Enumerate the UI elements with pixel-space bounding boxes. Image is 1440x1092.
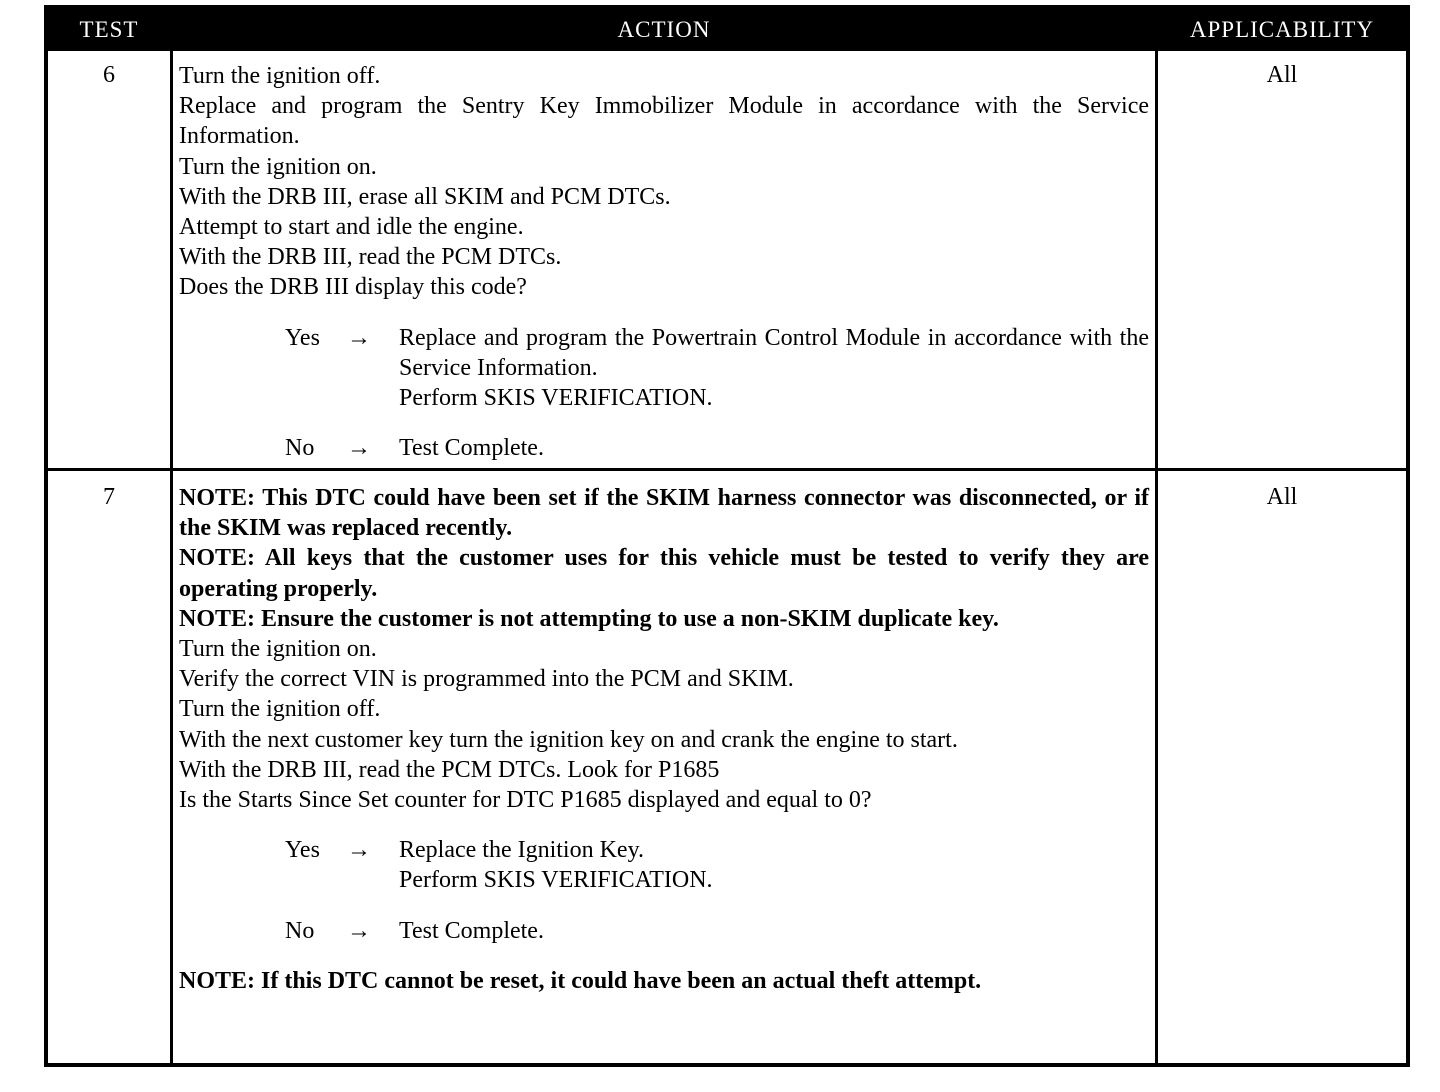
final-note-text: NOTE: If this DTC cannot be reset, it could have been an actual theft attempt. (179, 967, 982, 994)
column-divider (170, 9, 173, 1063)
yes-result (399, 835, 1149, 895)
step-text: Turn the ignition on. (179, 153, 377, 180)
result-text: Replace the Ignition Key. (399, 837, 645, 864)
step-text: Turn the ignition off. (179, 63, 381, 89)
no-label: No (285, 435, 315, 462)
step-text: With the next customer key turn the ignition key on and crank the engine to start. (179, 726, 958, 753)
arrow-icon: → (347, 837, 371, 864)
applicability-value: All (1266, 484, 1298, 510)
note-text: NOTE: This DTC could have been set if the SKIM harness connector was disconnected, or if the SKIM was replaced recently. (179, 485, 1149, 542)
step-text: Turn the ignition on. (179, 636, 377, 663)
step-text: With the DRB III, erase all SKIM and PCM DTCs. (179, 183, 671, 210)
no-branch (179, 916, 1149, 946)
arrow-icon: → (347, 324, 371, 351)
yes-branch (179, 835, 1149, 895)
action-cell (179, 61, 1149, 463)
note-text: NOTE: Ensure the customer is not attempting to use a non-SKIM duplicate key. (179, 605, 999, 632)
step-text: Replace and program the Sentry Key Immobilizer Module in accordance with the Service Information. (179, 93, 1149, 150)
result-text: Perform SKIS VERIFICATION. (399, 385, 713, 412)
result-text: Test Complete. (399, 917, 544, 944)
no-branch (179, 433, 1149, 463)
note-text: NOTE: All keys that the customer uses for this vehicle must be tested to verify they are operating properly. (179, 545, 1149, 602)
column-divider (1155, 9, 1158, 1063)
header-action: ACTION (173, 9, 1155, 51)
step-text: With the DRB III, read the PCM DTCs. Look for P1685 (179, 756, 720, 783)
yes-label: Yes (285, 837, 320, 864)
step-text: Is the Starts Since Set counter for DTC P1685 displayed and equal to 0? (179, 787, 872, 814)
yes-branch (179, 323, 1149, 414)
result-text: Replace and program the Powertrain Control Module in accordance with the Service Information. (399, 324, 1149, 381)
no-result (399, 433, 1149, 463)
header-test: TEST (48, 9, 170, 51)
test-number: 7 (103, 484, 115, 510)
yes-result (399, 323, 1149, 414)
diagnostic-table (44, 5, 1410, 1067)
applicability-value: All (1266, 62, 1298, 88)
step-text: Does the DRB III display this code? (179, 274, 527, 301)
row-divider (48, 468, 1406, 471)
result-text: Perform SKIS VERIFICATION. (399, 867, 713, 894)
step-text: Verify the correct VIN is programmed into the PCM and SKIM. (179, 666, 794, 693)
arrow-icon: → (347, 917, 371, 944)
test-number: 6 (103, 62, 115, 88)
no-result (399, 916, 1149, 946)
arrow-icon: → (347, 435, 371, 462)
no-label: No (285, 917, 315, 944)
step-text: Attempt to start and idle the engine. (179, 214, 524, 241)
result-text: Test Complete. (399, 435, 544, 462)
step-text: With the DRB III, read the PCM DTCs. (179, 244, 562, 271)
step-text: Turn the ignition off. (179, 696, 381, 723)
action-cell (179, 483, 1149, 996)
yes-label: Yes (285, 324, 320, 351)
header-applicability: APPLICABILITY (1158, 9, 1406, 51)
